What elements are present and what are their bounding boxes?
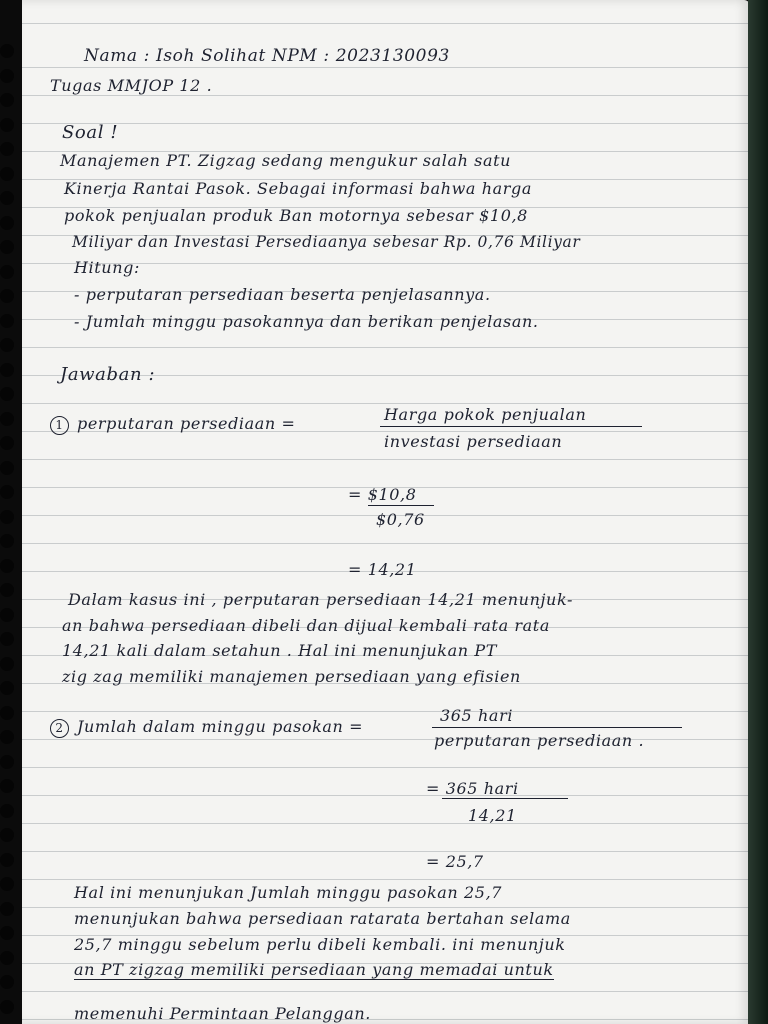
binding-hole xyxy=(0,951,14,965)
binding-hole xyxy=(0,926,14,940)
binding-hole xyxy=(0,289,14,303)
binding-hole xyxy=(0,632,14,646)
binding-hole xyxy=(0,853,14,867)
part1-numerator: Harga pokok penjualan xyxy=(384,405,587,424)
part2-number: 2 xyxy=(50,719,69,738)
part1-fraction-bar xyxy=(380,426,642,427)
task-line: Tugas MMJOP 12 . xyxy=(50,76,213,95)
binding-hole xyxy=(0,1000,14,1014)
binding-hole xyxy=(0,583,14,597)
part2-denominator: perputaran persediaan . xyxy=(434,731,645,750)
part2-numerator: 365 hari xyxy=(440,706,514,725)
name-npm-line: Nama : Isoh Solihat NPM : 2023130093 xyxy=(84,46,450,66)
question-line-7: - Jumlah minggu pasokannya dan berikan penjelasan. xyxy=(74,312,539,331)
question-title: Soal ! xyxy=(62,122,119,143)
binding-hole xyxy=(0,657,14,671)
binding-hole xyxy=(0,534,14,548)
binding-hole xyxy=(0,608,14,622)
binding-hole xyxy=(0,93,14,107)
binding-hole xyxy=(0,828,14,842)
background-edge xyxy=(748,0,768,1024)
binding-hole xyxy=(0,44,14,58)
binding-hole xyxy=(0,314,14,328)
part2-explanation-2: menunjukan bahwa persediaan ratarata bertahan selama xyxy=(74,909,571,928)
question-line-2: Kinerja Rantai Pasok. Sebagai informasi bahwa harga xyxy=(64,179,533,198)
binding-hole xyxy=(0,363,14,377)
binding-hole xyxy=(0,240,14,254)
part1-step-denominator: $0,76 xyxy=(376,510,425,529)
binding-hole xyxy=(0,877,14,891)
binding-hole xyxy=(0,681,14,695)
part1-explanation-1: Dalam kasus ini , perputaran persediaan 14,21 menunjuk- xyxy=(68,590,573,609)
binding-hole xyxy=(0,118,14,132)
part1-explanation-3: 14,21 kali dalam setahun . Hal ini menunjukan PT xyxy=(62,641,497,660)
question-line-6: - perputaran persediaan beserta penjelasannya. xyxy=(74,285,491,304)
question-line-3: pokok penjualan produk Ban motornya sebesar $10,8 xyxy=(64,206,528,225)
question-line-1: Manajemen PT. Zigzag sedang mengukur salah satu xyxy=(60,151,512,170)
part2-heading xyxy=(50,717,363,738)
part1-number: 1 xyxy=(50,416,69,435)
binding-hole xyxy=(0,436,14,450)
binding-hole xyxy=(0,804,14,818)
part2-fraction-bar xyxy=(432,727,682,728)
part2-step-numerator: = 365 hari xyxy=(426,779,519,798)
binding-hole xyxy=(0,167,14,181)
binding-hole xyxy=(0,755,14,769)
part1-step-fraction-bar xyxy=(368,505,434,506)
question-line-5: Hitung: xyxy=(74,258,140,277)
binding-hole xyxy=(0,975,14,989)
part2-step-denominator: 14,21 xyxy=(468,806,517,825)
answer-title: Jawaban : xyxy=(60,364,156,385)
binding-hole xyxy=(0,216,14,230)
notebook-page xyxy=(22,0,750,1024)
part1-label: perputaran persediaan = xyxy=(77,414,296,433)
part2-step-fraction-bar xyxy=(442,798,568,799)
binding-hole xyxy=(0,559,14,573)
binding-hole xyxy=(0,461,14,475)
binding-hole xyxy=(0,265,14,279)
binding-hole xyxy=(0,412,14,426)
part1-result: = 14,21 xyxy=(348,560,417,579)
binding-hole xyxy=(0,779,14,793)
binding-hole xyxy=(0,730,14,744)
binding-hole xyxy=(0,706,14,720)
binding-hole xyxy=(0,485,14,499)
part2-result: = 25,7 xyxy=(426,852,484,871)
part2-explanation-1: Hal ini menunjukan Jumlah minggu pasokan 25,7 xyxy=(74,883,503,902)
part2-explanation-4: an PT zigzag memiliki persediaan yang memadai untuk xyxy=(74,960,554,979)
part1-step-numerator: = $10,8 xyxy=(348,485,417,504)
binding-hole xyxy=(0,902,14,916)
binding-hole xyxy=(0,338,14,352)
question-line-4: Miliyar dan Investasi Persediaanya sebesar Rp. 0,76 Miliyar xyxy=(72,233,581,251)
part2-explanation-3: 25,7 minggu sebelum perlu dibeli kembali. ini menunjuk xyxy=(74,935,566,954)
binding-hole xyxy=(0,191,14,205)
spiral-binding xyxy=(0,0,40,1024)
part1-explanation-4: zig zag memiliki manajemen persediaan yang efisien xyxy=(62,667,521,686)
part1-denominator: investasi persediaan xyxy=(384,432,563,451)
part2-label: Jumlah dalam minggu pasokan = xyxy=(77,717,364,736)
part2-explanation-5: memenuhi Permintaan Pelanggan. xyxy=(74,1004,371,1023)
part1-explanation-2: an bahwa persediaan dibeli dan dijual kembali rata rata xyxy=(62,616,550,635)
binding-hole xyxy=(0,142,14,156)
binding-hole xyxy=(0,510,14,524)
binding-hole xyxy=(0,69,14,83)
binding-hole xyxy=(0,387,14,401)
part1-heading xyxy=(50,414,296,435)
